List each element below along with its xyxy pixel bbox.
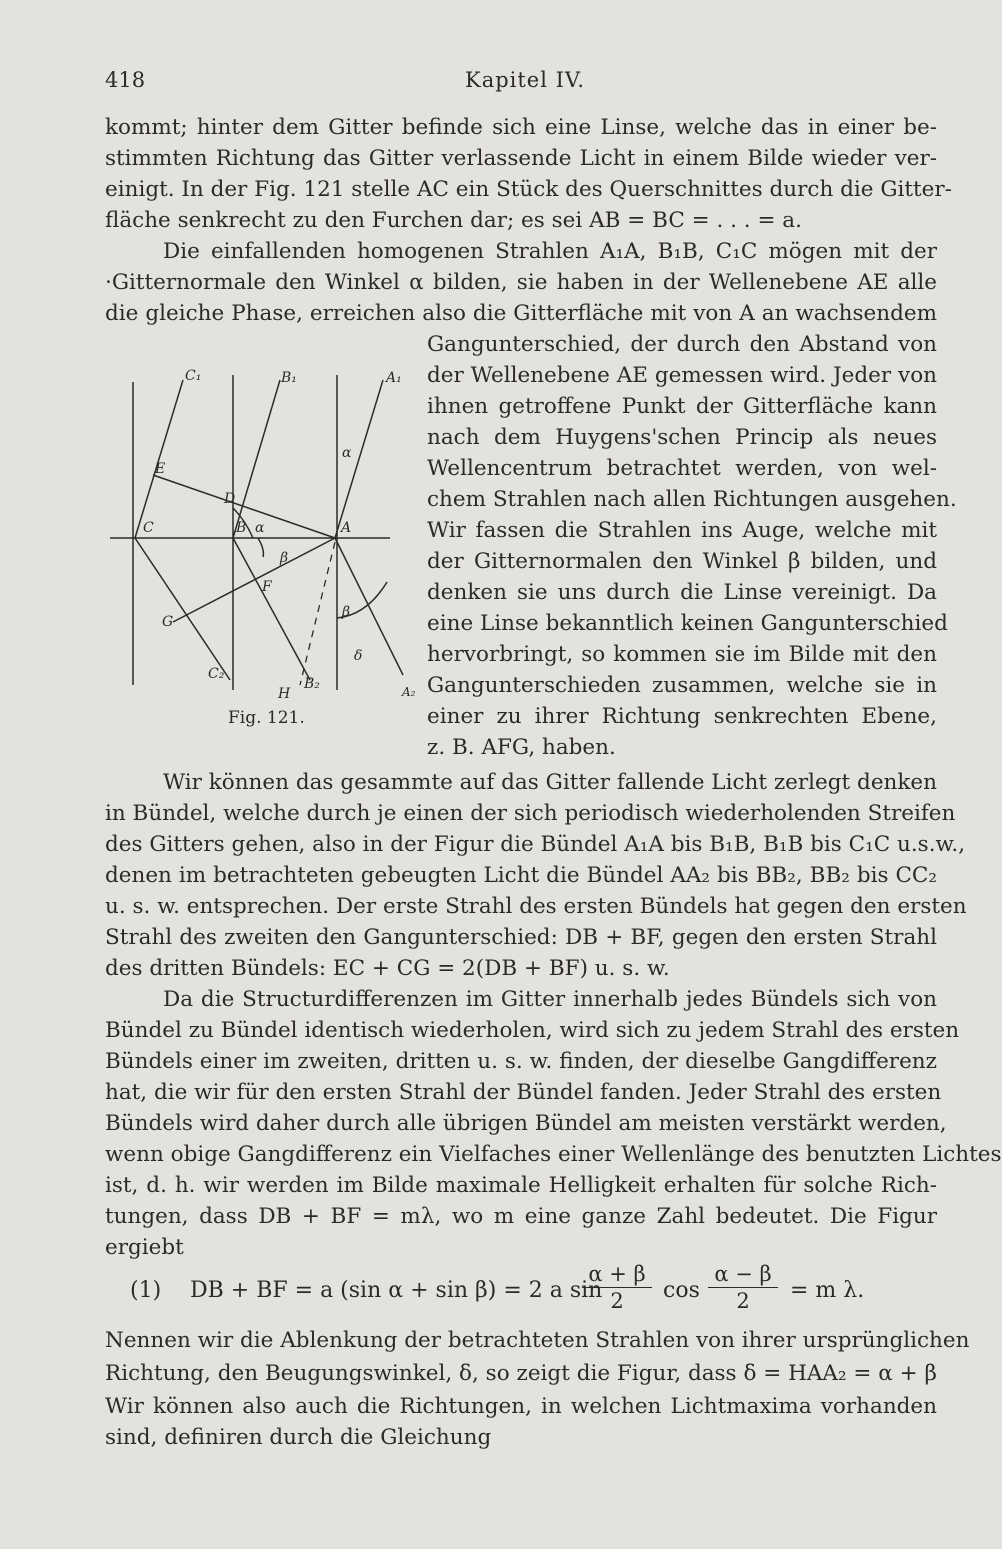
label-beta-mid: β: [280, 550, 289, 566]
label-beta-low: β: [342, 604, 351, 620]
text-line: des Gitters gehen, also in der Figur die Bündel A₁A bis B₁B, B₁B bis C₁C u.s.w.,: [105, 832, 966, 857]
text-line: eine Linse bekanntlich keinen Gangunterschied: [427, 611, 948, 636]
label-f: F: [262, 579, 272, 595]
fraction-alpha-minus-beta: [708, 1262, 778, 1313]
text-line: hervorbringt, so kommen sie im Bilde mit den: [427, 642, 937, 667]
label-b1: B₁: [281, 370, 297, 386]
fraction-numerator: α − β: [714, 1262, 772, 1286]
text-line: Die einfallenden homogenen Strahlen A₁A, B₁B, C₁C mögen mit der: [163, 239, 937, 264]
label-b2: B₂: [304, 676, 320, 692]
label-alpha-mid: α: [255, 520, 265, 536]
label-alpha-top: α: [342, 445, 352, 461]
label-delta: δ: [354, 648, 363, 664]
text-line: Bündels wird daher durch alle übrigen Bündel am meisten verstärkt werden,: [105, 1111, 947, 1136]
text-line: tungen, dass DB + BF = mλ, wo m eine ganze Zahl bedeutet. Die Figur: [105, 1204, 937, 1229]
text-line: ihnen getroffene Punkt der Gitterfläche kann: [427, 394, 937, 419]
text-line: Da die Structurdifferenzen im Gitter innerhalb jedes Bündels sich von: [163, 987, 937, 1012]
equation-lhs: DB + BF = a (sin α + sin β) = 2 a sin: [190, 1278, 603, 1303]
label-c1: C₁: [185, 368, 202, 384]
running-title: Kapitel IV.: [465, 68, 586, 92]
text-line: kommt; hinter dem Gitter befinde sich eine Linse, welche das in einer be-: [105, 115, 937, 140]
text-line: Wir können also auch die Richtungen, in welchen Lichtmaxima vorhanden: [105, 1394, 937, 1419]
text-line: ergiebt: [105, 1235, 184, 1260]
text-line: einigt. In der Fig. 121 stelle AC ein Stück des Querschnittes durch die Gitter-: [105, 177, 952, 202]
fraction-alpha-plus-beta: [582, 1262, 652, 1313]
text-line: einer zu ihrer Richtung senkrechten Ebene,: [427, 704, 937, 729]
text-line: in Bündel, welche durch je einen der sich periodisch wiederholenden Streifen: [105, 801, 956, 826]
text-line: denen im betrachteten gebeugten Licht die Bündel AA₂ bis BB₂, BB₂ bis CC₂: [105, 863, 937, 888]
label-a1: A₁: [386, 370, 402, 386]
text-line: stimmten Richtung das Gitter verlassende Licht in einem Bilde wieder ver-: [105, 146, 937, 171]
text-line: der Gitternormalen den Winkel β bilden, und: [427, 549, 937, 574]
label-a: A: [341, 520, 352, 536]
text-line: die gleiche Phase, erreichen also die Gitterfläche mit von A an wachsendem: [105, 301, 937, 326]
equation-cos: cos: [663, 1278, 700, 1303]
text-line: sind, definiren durch die Gleichung: [105, 1425, 492, 1450]
fraction-denominator: 2: [610, 1289, 624, 1313]
label-a2: A₂: [402, 685, 416, 699]
text-line: Wellencentrum betrachtet werden, von wel-: [427, 456, 937, 481]
label-b: B: [236, 520, 247, 536]
label-e: E: [155, 461, 166, 477]
figure-121: [105, 360, 416, 745]
text-line: denken sie uns durch die Linse vereinigt. Da: [427, 580, 937, 605]
text-line: Strahl des zweiten den Gangunterschied: DB + BF, gegen den ersten Strahl: [105, 925, 937, 950]
text-line: Bündel zu Bündel identisch wiederholen, wird sich zu jedem Strahl des ersten: [105, 1018, 960, 1043]
text-line: chem Strahlen nach allen Richtungen ausgehen.: [427, 487, 957, 512]
text-line: fläche senkrecht zu den Furchen dar; es sei AB = BC = . . . = a.: [105, 208, 802, 233]
label-c2: C₂: [208, 666, 225, 682]
text-line: Gangunterschieden zusammen, welche sie in: [427, 673, 937, 698]
text-line: Nennen wir die Ablenkung der betrachteten Strahlen von ihrer ursprünglichen: [105, 1328, 970, 1353]
text-line: ist, d. h. wir werden im Bilde maximale Helligkeit erhalten für solche Rich-: [105, 1173, 937, 1198]
label-g: G: [162, 614, 174, 630]
text-line: Gangunterschied, der durch den Abstand von: [427, 332, 937, 357]
text-line: der Wellenebene AE gemessen wird. Jeder von: [427, 363, 937, 388]
figure-caption: Fig. 121.: [228, 708, 305, 728]
page-number: 418: [105, 68, 146, 92]
text-line: z. B. AFG, haben.: [427, 735, 616, 760]
fraction-numerator: α + β: [588, 1262, 646, 1286]
text-line: ·Gitternormale den Winkel α bilden, sie haben in der Wellenebene AE alle: [105, 270, 937, 295]
text-line: des dritten Bündels: EC + CG = 2(DB + BF) u. s. w.: [105, 956, 670, 981]
equation-number: (1): [130, 1278, 162, 1303]
grating-diagram: [105, 360, 416, 745]
text-line: wenn obige Gangdifferenz ein Vielfaches einer Wellenlänge des benutzten Lichtes: [105, 1142, 1002, 1167]
text-line: nach dem Huygens'schen Princip als neues: [427, 425, 937, 450]
text-line: u. s. w. entsprechen. Der erste Strahl des ersten Bündels hat gegen den ersten: [105, 894, 967, 919]
text-line: Bündels einer im zweiten, dritten u. s. w. finden, der dieselbe Gangdifferenz: [105, 1049, 937, 1074]
text-line: Richtung, den Beugungswinkel, δ, so zeigt die Figur, dass δ = HAA₂ = α + β: [105, 1361, 937, 1386]
text-line: Wir fassen die Strahlen ins Auge, welche mit: [427, 518, 937, 543]
label-d: D: [224, 491, 236, 507]
text-line: Wir können das gesammte auf das Gitter fallende Licht zerlegt denken: [163, 770, 937, 795]
label-h: H: [278, 686, 291, 702]
label-c: C: [143, 520, 154, 536]
fraction-denominator: 2: [736, 1289, 750, 1313]
page-header: [105, 68, 935, 100]
equation-rhs: = m λ.: [790, 1278, 865, 1303]
text-line: hat, die wir für den ersten Strahl der Bündel fanden. Jeder Strahl des ersten: [105, 1080, 942, 1105]
